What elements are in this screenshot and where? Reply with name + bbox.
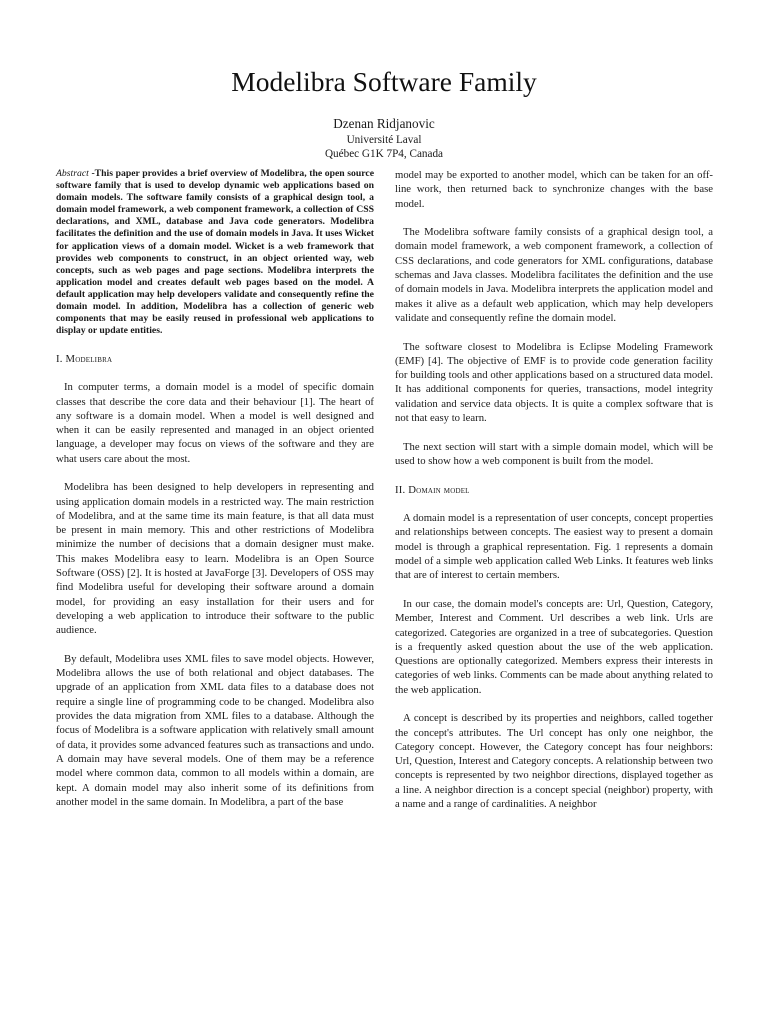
- author-name: Dzenan Ridjanovic: [333, 116, 435, 131]
- paragraph: Modelibra has been designed to help developers in representing and using application domain models in a restricted way. The main restriction of Modelibra, and at the same time its main feature, is that all data must be present in main memory. This and other restrictions of Modelibra minimize the number of decisions that a domain designer must make. This makes Modelibra easy to learn. Modelibra is an Open Source Software (OSS) [2]. It is hosted at JavaForge [3]. Developers of OSS may find Modelibra useful for developing their software around a domain model, for providing an easy installation for their users and for developing a web application to introduce their software to the public audience.: [56, 481, 374, 637]
- paragraph: In computer terms, a domain model is a model of specific domain classes that describe the core data and their behaviour [1]. The heart of any software is a domain model. When a model is well designed and when it can be easily represented and managed in an object oriented language, a developer may focus on views of the software and they are what users care about the most.: [56, 381, 374, 465]
- paper-title: Modelibra Software Family: [231, 66, 537, 97]
- paragraph: model may be exported to another model, which can be taken for an off-line work, then returned back to synchronize changes with the base model.: [395, 169, 713, 210]
- paragraph: By default, Modelibra uses XML files to save model objects. However, Modelibra allows the use of both relational and object databases. The upgrade of an application from XML data files to a database does not require a single line of programming code to be changed. Modelibra also provides the data migration from XML files to a database. Although the focus of Modelibra is a software application with relatively small amount of data, it provides some advanced features such as transactions and undo. A domain may have several models. One of them may be a reference model where common data, common to all models within a domain, are kept. A domain model may also inherit some of its definitions from another model in the same domain. In Modelibra, a part of the base: [56, 652, 374, 808]
- abstract: [56, 168, 374, 337]
- abstract-label: Abstract: [56, 168, 89, 179]
- paragraph: In our case, the domain model's concepts are: Url, Question, Category, Member, Interest and Comment. Url describes a web link. Urls are categorized. Categories are organized in a tree of subcategories. Question is a frequently asked question about the use of the web application. Questions are optionally categorized. Members express their interests in categories of web links. Comments can be made about anything related to the web application.: [395, 597, 713, 696]
- section-title: Domain model: [408, 483, 470, 496]
- paragraph: A concept is described by its properties and neighbors, called together the concept's attributes. The Url concept has only one neighbor, the Category concept. However, the Category concept has four neighbors: Url, Question, Interest and Category concepts. A relationship between two concepts is represented by two neighbor directions, displayed together as a line. A neighbor direction is a concept special (neighbor) property, with a name and a range of cardinalities. A neighbor: [395, 712, 713, 811]
- abstract-text: -This paper provides a brief overview of Modelibra, the open source software family that is used to develop dynamic web applications based on domain models. The software family consists of a graphical design tool, a domain model framework, a web component framework, a collection of CSS declarations, and XML, database and Java code generators. Modelibra facilitates the definition and the use of domain models in Java. It uses Wicket for application views of a domain model. Wicket is a web framework that provides web components to construct, in an object oriented way, web concepts, such as web pages and page sections. Modelibra interprets the application model and creates default web pages based on the model. A default application may help developers validate and consequently refine the domain model. In addition, Modelibra has a collection of generic web components that may be easily reused in professional web applications to display or update entities.: [56, 168, 375, 337]
- paragraph: The next section will start with a simple domain model, which will be used to show how a web component is built from the model.: [395, 440, 713, 467]
- paragraph: The Modelibra software family consists of a graphical design tool, a domain model framework, a web component framework, a collection of CSS declarations, and code generators for XML configurations, database schemas and Java classes. Modelibra facilitates the definition and the use of domain models in Java. Modelibra interprets the application model and makes it alive as a default web application, which may help developers validate and consequently refine the domain model.: [395, 226, 713, 324]
- section-heading-modelibra: [56, 352, 374, 366]
- section-number: II.: [395, 483, 409, 496]
- author-address: Québec G1K 7P4, Canada: [324, 148, 444, 160]
- left-column: [56, 168, 374, 823]
- section-title: Modelibra: [65, 352, 113, 365]
- paragraph: The software closest to Modelibra is Eclipse Modeling Framework (EMF) [4]. The objective of EMF is to provide code generation facility for building tools and other applications based on a structured data model. It has additional components for queries, transactions, model integrity validation and service data objects. It is quite a complex software that is not that easy to learn.: [395, 340, 713, 425]
- author-affiliation: Université Laval: [346, 134, 422, 146]
- right-column: [395, 168, 713, 826]
- paragraph: A domain model is a representation of user concepts, concept properties and relationships between concepts. The easiest way to present a domain model is through a graphical representation. Fig. 1 represents a domain model of a simple web application called Web Links. It features web links that are of interest to certain members.: [395, 512, 713, 582]
- section-heading-domain-model: [395, 483, 713, 497]
- section-number: I.: [56, 352, 66, 365]
